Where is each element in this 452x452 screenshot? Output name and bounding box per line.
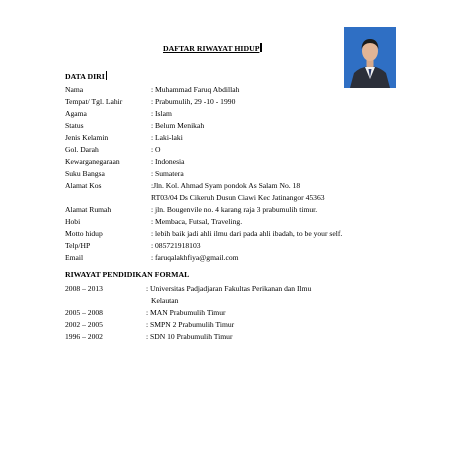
education-school: : MAN Prabumulih Timur: [146, 308, 226, 317]
education-years: 1996 – 2002: [65, 332, 103, 341]
field-value: : Belum Menikah: [151, 121, 205, 130]
education-school: : Universitas Padjadjaran Fakultas Perikanan dan Ilmu: [146, 284, 312, 293]
field-value: : Prabumulih, 29 -10 - 1990: [151, 97, 236, 106]
education-school: : SMPN 2 Prabumulih Timur: [146, 320, 235, 329]
field-label: Tempat/ Tgl. Lahir: [65, 97, 123, 106]
field-value: : jln. Bougenvile no. 4 karang raja 3 prabumulih timur.: [151, 205, 318, 214]
field-label: Nama: [65, 85, 84, 94]
field-value: : Sumatera: [151, 169, 184, 178]
field-label: Gol. Darah: [65, 145, 99, 154]
field-label: Alamat Rumah: [65, 205, 112, 214]
profile-photo: [344, 27, 396, 88]
field-label: Telp/HP: [65, 241, 91, 250]
field-label: Agama: [65, 109, 87, 118]
field-label: Kewarganegaraan: [65, 157, 120, 166]
portrait-image: [344, 27, 396, 88]
section-heading-education: RIWAYAT PENDIDIKAN FORMAL: [65, 270, 190, 279]
page-title: DAFTAR RIWAYAT HIDUP: [163, 43, 262, 53]
field-label: Hobi: [65, 217, 81, 226]
text-cursor: [106, 71, 108, 80]
section-heading-personal: DATA DIRI: [65, 71, 107, 81]
field-label: Alamat Kos: [65, 181, 102, 190]
education-years: 2002 – 2005: [65, 320, 103, 329]
field-value: : Islam: [151, 109, 172, 118]
field-value: : lebih baik jadi ahli ilmu dari pada ahli ibadah, to be your self.: [151, 229, 343, 238]
field-label: Email: [65, 253, 84, 262]
field-value: : Muhammad Faruq Abdillah: [151, 85, 240, 94]
field-value: :Jln. Kol. Ahmad Syam pondok As Salam No. 18: [151, 181, 301, 190]
field-value: : 085721918103: [151, 241, 201, 250]
field-value: : faruqalakhfiya@gmail.com: [151, 253, 239, 262]
field-label: Motto hidup: [65, 229, 103, 238]
education-years: 2005 – 2008: [65, 308, 103, 317]
field-value-continuation: RT03/04 Ds Cikeruh Dusun Ciawi Kec Jatinangor 45363: [151, 193, 325, 202]
field-value: : Indonesia: [151, 157, 185, 166]
text-cursor: [260, 43, 262, 52]
field-label: Suku Bangsa: [65, 169, 105, 178]
education-school-continuation: Kelautan: [151, 296, 179, 305]
field-value: : Membaca, Futsal, Traveling.: [151, 217, 243, 226]
field-label: Status: [65, 121, 84, 130]
education-school: : SDN 10 Prabumulih Timur: [146, 332, 233, 341]
education-years: 2008 – 2013: [65, 284, 103, 293]
field-value: : O: [151, 145, 161, 154]
field-value: : Laki-laki: [151, 133, 183, 142]
field-label: Jenis Kelamin: [65, 133, 109, 142]
